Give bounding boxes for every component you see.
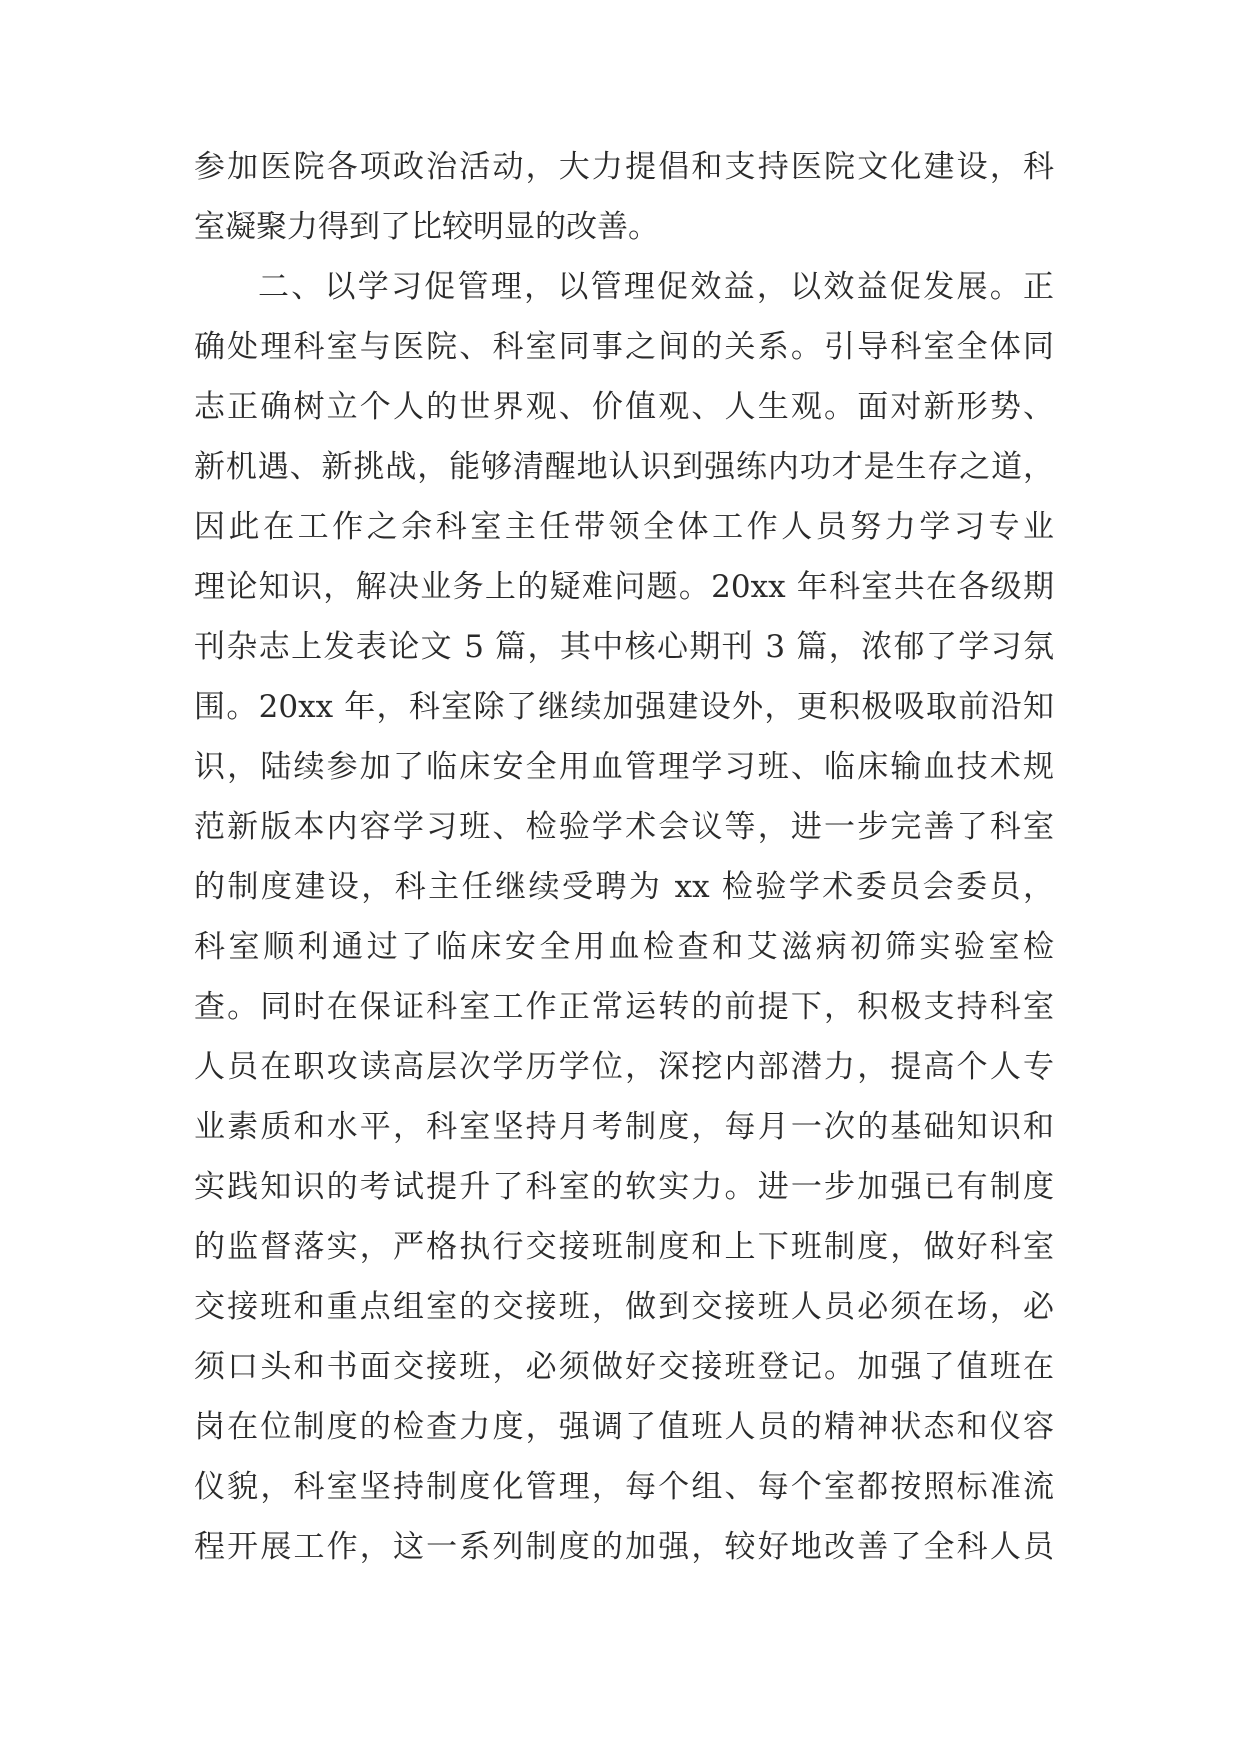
- text-line: 范新版本内容学习班、检验学术会议等，进一步完善了科室: [194, 809, 1054, 845]
- text-line: 仪貌，科室坚持制度化管理，每个组、每个室都按照标准流: [194, 1469, 1054, 1505]
- text-line: 室凝聚力得到了比较明显的改善。: [194, 209, 659, 245]
- text-line: 新机遇、新挑战，能够清醒地认识到强练内功才是生存之道，: [194, 449, 1054, 485]
- text-line: 因此在工作之余科室主任带领全体工作人员努力学习专业: [194, 509, 1054, 545]
- text-line: 查。同时在保证科室工作正常运转的前提下，积极支持科室: [194, 989, 1054, 1025]
- text-line: 刊杂志上发表论文 5 篇，其中核心期刊 3 篇，浓郁了学习氛: [194, 629, 1054, 665]
- text-line: 科室顺利通过了临床安全用血检查和艾滋病初筛实验室检: [194, 929, 1054, 965]
- paragraph-first-line: 二、以学习促管理，以管理促效益，以效益促发展。正: [258, 269, 1054, 305]
- text-line: 识，陆续参加了临床安全用血管理学习班、临床输血技术规: [194, 749, 1054, 785]
- text-line: 程开展工作，这一系列制度的加强，较好地改善了全科人员: [194, 1529, 1054, 1565]
- text-line: 岗在位制度的检查力度，强调了值班人员的精神状态和仪容: [194, 1409, 1054, 1445]
- text-line: 围。20xx 年，科室除了继续加强建设外，更积极吸取前沿知: [194, 689, 1054, 725]
- text-line: 理论知识，解决业务上的疑难问题。20xx 年科室共在各级期: [194, 569, 1054, 605]
- text-line: 业素质和水平，科室坚持月考制度，每月一次的基础知识和: [194, 1109, 1054, 1145]
- text-line: 实践知识的考试提升了科室的软实力。进一步加强已有制度: [194, 1169, 1054, 1205]
- text-line: 人员在职攻读高层次学历学位，深挖内部潜力，提高个人专: [194, 1049, 1054, 1085]
- text-line: 志正确树立个人的世界观、价值观、人生观。面对新形势、: [194, 389, 1054, 425]
- text-line: 须口头和书面交接班，必须做好交接班登记。加强了值班在: [194, 1349, 1054, 1385]
- text-line: 交接班和重点组室的交接班，做到交接班人员必须在场，必: [194, 1289, 1054, 1325]
- text-line: 确处理科室与医院、科室同事之间的关系。引导科室全体同: [194, 329, 1054, 365]
- text-line: 的制度建设，科主任继续受聘为 xx 检验学术委员会委员，: [194, 869, 1054, 905]
- text-line: 的监督落实，严格执行交接班制度和上下班制度，做好科室: [194, 1229, 1054, 1265]
- text-line: 参加医院各项政治活动，大力提倡和支持医院文化建设，科: [194, 149, 1054, 185]
